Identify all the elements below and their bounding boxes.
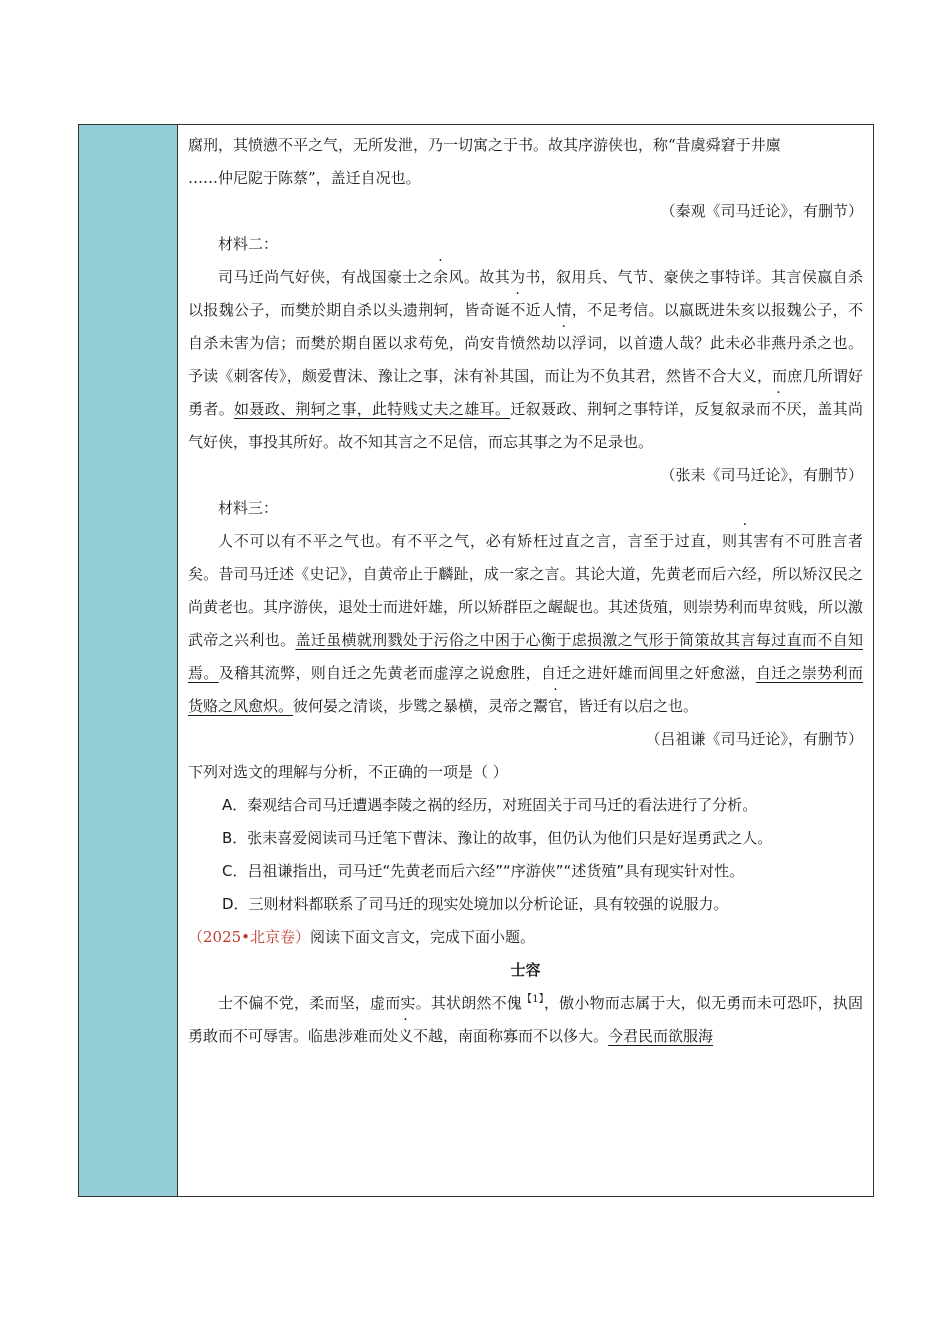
material3-paragraph: 人不可以有不平之气也。有不平之气，必有矫枉过直之言，言至于过直，则其害有不可胜言者矣。昔司马迁述《史记》，自黄帝止于麟趾，成一家之言。其论大道，先黄老而后六经，所以矫汉民之尚黄老也。其序游侠，退处士而进奸雄，所以矫群臣之龌龊也。其述货殖，则崇势利而卑贫贱，所以激武帝之兴利也。盖迁虽横就刑戮处于污俗之中困于心衡于虑损激之气形于简策故其言每过直而不自知焉。及稽其流弊，则自迁之先黄老而虚淳之说愈胜，自迁之进奸雄而闾里之奸愈滋，自迁之崇势利而货赂之风愈炽。彼何晏之清谈，步骘之暴横，灵帝之鬻官，皆迁有以启之也。: [188, 532, 864, 715]
source-tag: （2025•北京卷）: [188, 928, 311, 946]
passage-title: 士容: [510, 961, 541, 979]
underlined-sentence: 盖迁虽横就刑戮处于污俗之中困于心衡于虑损激之气形于简策故其言每过直而不自知焉。: [188, 631, 863, 682]
emphasis-char: 则: [721, 532, 738, 550]
material3-heading: 材料三：: [218, 499, 279, 517]
emphasis-char: 处: [383, 1027, 399, 1045]
emphasis-char: 劫: [541, 334, 557, 352]
question-stem: 下列对选文的理解与分析，不正确的一项是（ ）: [188, 763, 508, 781]
material3-source: （吕祖谦《司马迁论》，有删节）: [645, 730, 863, 748]
content-cell: [178, 125, 873, 1196]
next-question-intro: （2025•北京卷）阅读下面文言文，完成下面小题。: [188, 928, 536, 946]
emphasis-char: 诞: [494, 301, 511, 319]
option-d[interactable]: D．三则材料都联系了司马迁的现实处境加以分析论证，具有较强的说服力。: [222, 895, 729, 913]
side-column: [79, 125, 178, 1196]
underlined-sentence: 自迁之崇势利而货赂之风愈炽。: [188, 664, 863, 715]
option-c[interactable]: C．吕祖谦指出，司马迁“先黄老而后六经”“序游侠”“述货殖”具有现实针对性。: [222, 862, 745, 880]
option-b[interactable]: B．张耒喜爱阅读司马迁笔下曹沫、豫让的故事，但仍认为他们只是好逞勇武之人。: [222, 829, 773, 847]
emphasis-char: 鬻: [533, 697, 549, 715]
footnote-marker: 【1】: [522, 994, 544, 1005]
material2-paragraph: 司马迁尚气好侠，有战国豪士之余风。故其为书，叙用兵、气节、豪侠之事特详。其言侯嬴自杀以报魏公子，而樊於期自杀以头遗荆轲，皆奇诞不近人情，不足考信。以嬴既进朱亥以报魏公子，不自杀未害为信；而樊於期自匿以求苟免，尚安肯愤然劫以浮词，以首遗人哉？此未必非燕丹杀之也。予读《刺客传》，颇爱曹沫、豫让之事，沫有补其国，而让为不负其君，然皆不合大义，而庶几所谓好勇者。如聂政、荆轲之事，此特贱丈夫之雄耳。迁叙聂政、荆轲之事特详，反复叙录而不厌，盖其尚气好侠，事投其所好。故不知其言之不足信，而忘其事之为不足录也。: [188, 268, 863, 451]
material1-line-b: ……仲尼阸于陈蔡”，盖迁自况也。: [188, 169, 421, 187]
passage-paragraph: 士不偏不党，柔而坚，虚而实。其状朗然不傀$^{【1】}$，傲小物而志属于大，似无勇而未可恐吓，执固勇敢而不可辱害。临患涉难而处义不越，南面称寡而不以侈大。今君民而欲服海: [188, 994, 863, 1045]
material1-source: （秦观《司马迁论》，有删节）: [660, 202, 863, 220]
material2-heading: 材料二：: [218, 235, 279, 253]
question-table: [78, 124, 874, 1197]
underlined-sentence: 如聂政、荆轲之事，此特贱丈夫之雄耳。: [234, 400, 511, 418]
emphasis-char: 之: [417, 268, 434, 286]
underlined-sentence: 今君民而欲服海: [608, 1027, 714, 1045]
material2-source: （张耒《司马迁论》，有删节）: [660, 466, 863, 484]
material1-line-a: 腐刑，其愤懑不平之气，无所发泄，乃一切寓之于书。故其序游侠也，称“昔虞舜窘于井廪: [188, 136, 781, 154]
option-a[interactable]: A．秦观结合司马迁遭遇李陵之祸的经历，对班固关于司马迁的看法进行了分析。: [222, 796, 758, 814]
emphasis-char: 而: [755, 400, 772, 418]
